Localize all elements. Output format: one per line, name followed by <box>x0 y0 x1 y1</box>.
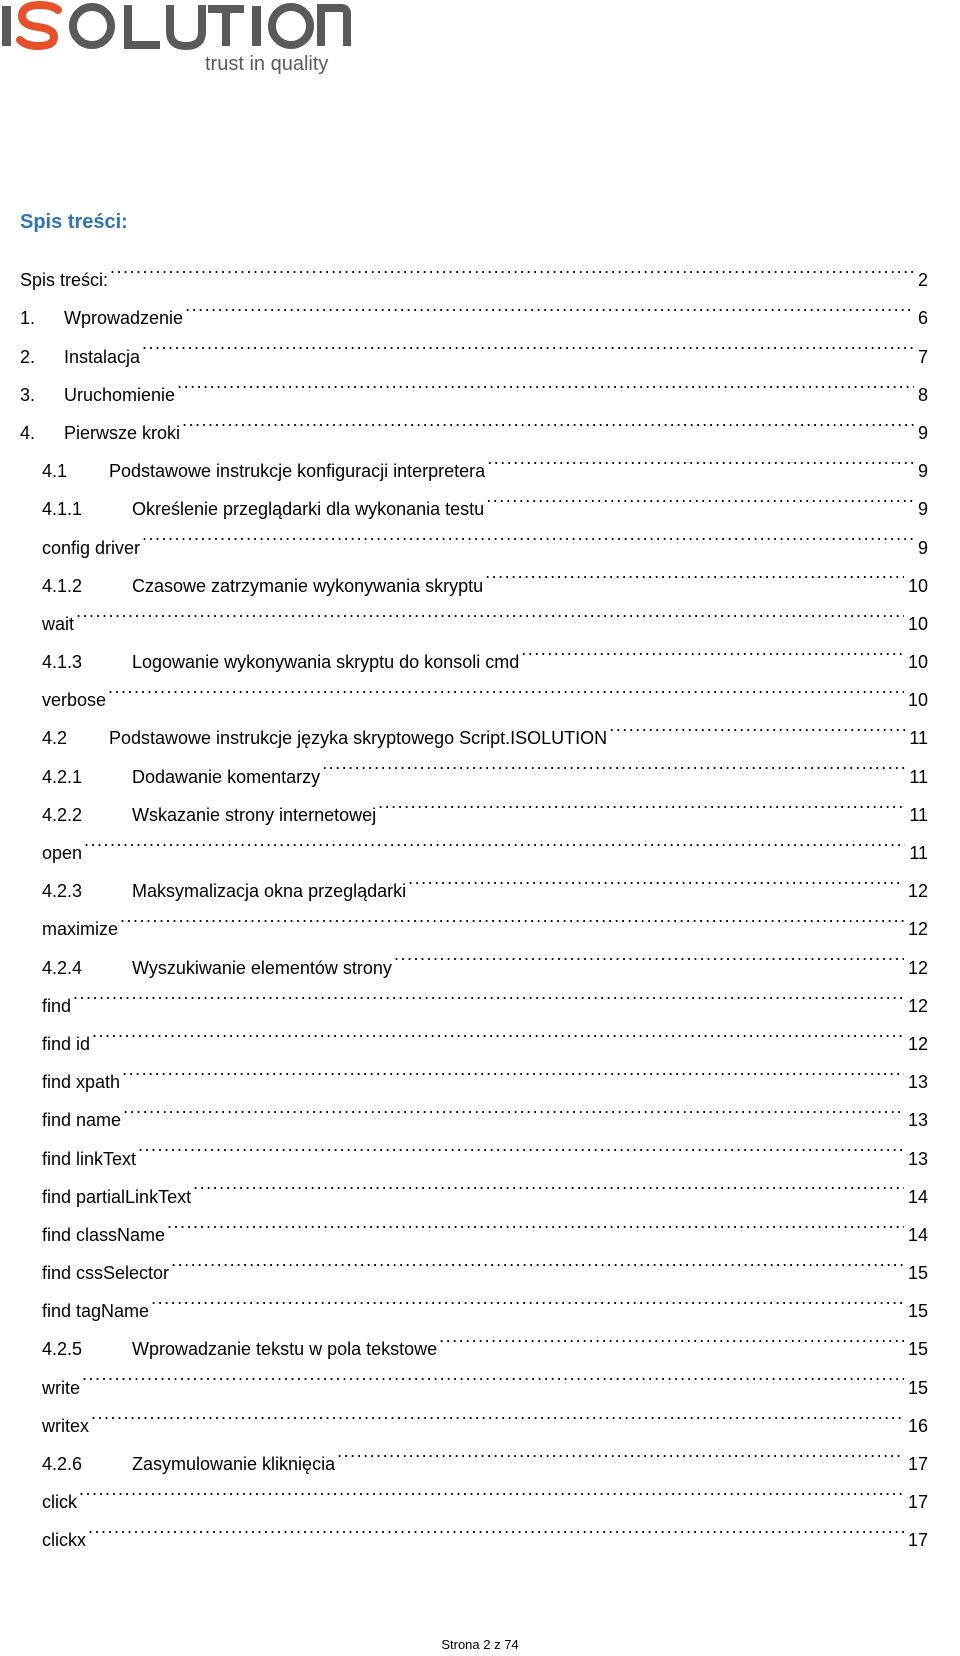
toc-dot-leader <box>82 1355 904 1393</box>
toc-dot-leader <box>337 1432 904 1470</box>
toc-entry[interactable] <box>20 592 928 634</box>
toc-entry[interactable] <box>20 1508 928 1551</box>
toc-dot-leader <box>92 1012 904 1050</box>
toc-entry-page: 9 <box>917 537 928 558</box>
toc-entry-page: 11 <box>909 766 928 787</box>
toc-entry-number: 4.2.6 <box>42 1454 83 1474</box>
toc-entry-page: 6 <box>917 308 928 329</box>
toc-entry[interactable] <box>20 668 928 711</box>
toc-entry-label: Podstawowe instrukcje konfiguracji interpretera <box>109 461 486 482</box>
toc-dot-leader <box>439 1317 904 1355</box>
toc-entry-page: 13 <box>907 1072 928 1093</box>
toc-dot-leader <box>185 286 914 324</box>
toc-entry-label: find id <box>42 1033 91 1054</box>
toc-entry-page: 13 <box>907 1110 928 1131</box>
toc-entry[interactable] <box>20 1279 928 1322</box>
toc-entry-number: 4.1.2 <box>42 575 83 596</box>
toc-entry[interactable] <box>20 1470 928 1513</box>
toc-entry-page: 10 <box>907 652 928 673</box>
toc-entry[interactable] <box>20 1126 928 1169</box>
toc-entry-number: 4.1.3 <box>42 652 83 673</box>
toc-entry-number: 4.2.4 <box>42 957 83 978</box>
toc-entry[interactable] <box>20 1317 928 1360</box>
toc-dot-leader <box>108 668 904 706</box>
toc-entry-page: 12 <box>907 919 928 940</box>
toc-entry-page: 15 <box>907 1339 928 1360</box>
toc-entry-label: Zasymulowanie kliknięcia <box>132 1454 336 1474</box>
toc-dot-leader <box>521 630 904 668</box>
toc-entry-page: 15 <box>907 1263 928 1284</box>
toc-entry-number: 4.2 <box>42 728 68 749</box>
isolution-logo <box>0 0 370 82</box>
toc-dot-leader <box>91 1394 904 1432</box>
toc-dot-leader <box>609 706 905 744</box>
toc-entry-page: 11 <box>909 843 928 863</box>
toc-entry-label: find className <box>42 1224 166 1245</box>
toc-entry-label: Instalacja <box>64 346 141 367</box>
toc-entry-page: 9 <box>917 422 928 443</box>
toc-dot-leader <box>408 859 904 897</box>
toc-entry[interactable] <box>20 821 928 863</box>
toc-entry-label: Wskazanie strony internetowej <box>132 804 377 825</box>
toc-entry-label: config driver <box>42 537 141 558</box>
toc-entry-number: 4.2.3 <box>42 881 83 902</box>
toc-entry-label: find <box>42 995 72 1016</box>
toc-entry-page: 15 <box>907 1301 928 1322</box>
toc-entry[interactable] <box>20 1050 928 1093</box>
toc-entry[interactable] <box>20 1165 928 1207</box>
toc-dot-leader <box>193 1165 904 1203</box>
toc-entry-page: 13 <box>907 1148 928 1169</box>
toc-entry-label: click <box>42 1492 77 1513</box>
toc-entry[interactable] <box>20 1355 928 1398</box>
toc-dot-leader <box>151 1279 904 1317</box>
toc-entry-page: 8 <box>917 384 928 405</box>
toc-entry-label: maximize <box>42 919 119 940</box>
toc-dot-leader <box>73 974 904 1012</box>
toc-entry-label: Wprowadzanie tekstu w pola tekstowe <box>132 1339 438 1360</box>
toc-entry-page: 9 <box>917 499 928 520</box>
toc-entry-label: Wyszukiwanie elementów strony <box>132 957 392 978</box>
toc-dot-leader <box>79 1470 904 1508</box>
toc-entry-label: writex <box>42 1415 90 1436</box>
toc-entry-label: Podstawowe instrukcje języka skryptowego Script.ISOLUTION <box>109 728 608 749</box>
toc-entry[interactable] <box>20 1394 928 1436</box>
toc-entry-page: 16 <box>907 1415 928 1436</box>
toc-dot-leader <box>177 363 914 401</box>
toc-entry-page: 17 <box>907 1530 928 1551</box>
toc-dot-leader <box>120 897 904 935</box>
toc-entry[interactable] <box>20 630 928 673</box>
toc-entry-label: Wprowadzenie <box>64 308 184 329</box>
toc-entry[interactable] <box>20 1088 928 1131</box>
toc-entry-label: find partialLinkText <box>42 1186 192 1207</box>
toc-dot-leader <box>110 248 914 286</box>
toc-entry[interactable] <box>20 363 928 405</box>
toc-entry-page: 15 <box>907 1377 928 1398</box>
toc-entry-label: find name <box>42 1110 122 1131</box>
toc-entry[interactable] <box>20 706 928 749</box>
toc-entry-page: 12 <box>907 957 928 978</box>
toc-entry-label: write <box>42 1377 81 1398</box>
toc-entry-label: Czasowe zatrzymanie wykonywania skryptu <box>132 575 484 596</box>
toc-dot-leader <box>182 401 914 439</box>
toc-dot-leader <box>486 477 914 515</box>
toc-entry-page: 10 <box>907 690 928 711</box>
toc-entry-page: 14 <box>907 1224 928 1245</box>
toc-dot-leader <box>487 439 914 477</box>
toc-entry[interactable] <box>20 286 928 329</box>
table-of-contents <box>20 248 928 1551</box>
toc-entry[interactable] <box>20 1432 928 1474</box>
toc-entry-page: 11 <box>909 804 928 825</box>
toc-entry-label: Maksymalizacja okna przeglądarki <box>132 881 407 902</box>
toc-entry-page: 17 <box>907 1492 928 1513</box>
toc-entry[interactable] <box>20 1012 928 1054</box>
toc-dot-leader <box>123 1088 904 1126</box>
toc-entry-number: 4.1 <box>42 461 68 482</box>
toc-entry-label: Uruchomienie <box>64 384 176 405</box>
toc-entry-page: 14 <box>907 1186 928 1207</box>
toc-entry-label: open <box>42 843 83 863</box>
toc-entry-label: Spis treści: <box>20 270 109 291</box>
toc-entry-label: find cssSelector <box>42 1263 170 1284</box>
toc-entry[interactable] <box>20 554 928 596</box>
toc-entry-label: find xpath <box>42 1072 121 1093</box>
toc-dot-leader <box>485 554 904 592</box>
toc-entry-page: 17 <box>907 1454 928 1474</box>
toc-entry-label: clickx <box>42 1530 86 1551</box>
toc-entry-number: 3. <box>20 384 36 405</box>
toc-entry[interactable] <box>20 974 928 1016</box>
toc-dot-leader <box>167 1203 904 1241</box>
page-footer: Strona 2 z 74 <box>441 1637 519 1652</box>
toc-dot-leader <box>122 1050 904 1088</box>
toc-dot-leader <box>142 324 914 362</box>
toc-entry-label: find linkText <box>42 1148 137 1169</box>
toc-entry-page: 12 <box>907 1033 928 1054</box>
toc-entry-number: 4.1.1 <box>42 499 83 520</box>
toc-entry-label: find tagName <box>42 1301 150 1322</box>
toc-entry-page: 10 <box>907 613 928 634</box>
toc-entry-number: 4. <box>20 422 36 443</box>
toc-entry-number: 4.2.1 <box>42 766 83 787</box>
toc-entry-label: verbose <box>42 690 107 711</box>
toc-dot-leader <box>171 1241 904 1279</box>
toc-entry-number: 4.2.2 <box>42 804 83 825</box>
toc-entry-label: Dodawanie komentarzy <box>132 766 321 787</box>
toc-entry[interactable] <box>20 935 928 978</box>
toc-entry-page: 9 <box>917 461 928 482</box>
toc-entry[interactable] <box>20 859 928 902</box>
toc-entry[interactable] <box>20 248 928 291</box>
toc-entry[interactable] <box>20 897 928 940</box>
toc-entry-label: wait <box>42 613 75 634</box>
toc-entry-page: 7 <box>917 346 928 367</box>
toc-entry-label: Określenie przeglądarki dla wykonania testu <box>132 499 485 520</box>
toc-dot-leader <box>142 515 914 553</box>
svg-text:trust in quality: trust in quality <box>205 53 329 75</box>
toc-dot-leader <box>378 783 905 821</box>
toc-entry-page: 12 <box>907 881 928 902</box>
toc-entry-label: Pierwsze kroki <box>64 422 181 443</box>
toc-entry[interactable] <box>20 324 928 367</box>
toc-entry-page: 11 <box>909 728 928 749</box>
toc-dot-leader <box>76 592 904 630</box>
toc-entry-page: 2 <box>917 270 928 291</box>
toc-entry-label: Logowanie wykonywania skryptu do konsoli cmd <box>132 652 520 673</box>
toc-dot-leader <box>394 935 904 973</box>
toc-dot-leader <box>138 1126 904 1164</box>
toc-heading: Spis treści: <box>20 211 128 233</box>
toc-entry-page: 12 <box>907 995 928 1016</box>
toc-entry[interactable] <box>20 515 928 558</box>
toc-entry-number: 4.2.5 <box>42 1339 83 1360</box>
toc-dot-leader <box>322 744 905 782</box>
toc-entry-number: 1. <box>20 308 36 329</box>
toc-dot-leader <box>84 821 905 859</box>
toc-entry-page: 10 <box>907 575 928 596</box>
toc-dot-leader <box>88 1508 904 1546</box>
toc-entry-number: 2. <box>20 346 36 367</box>
